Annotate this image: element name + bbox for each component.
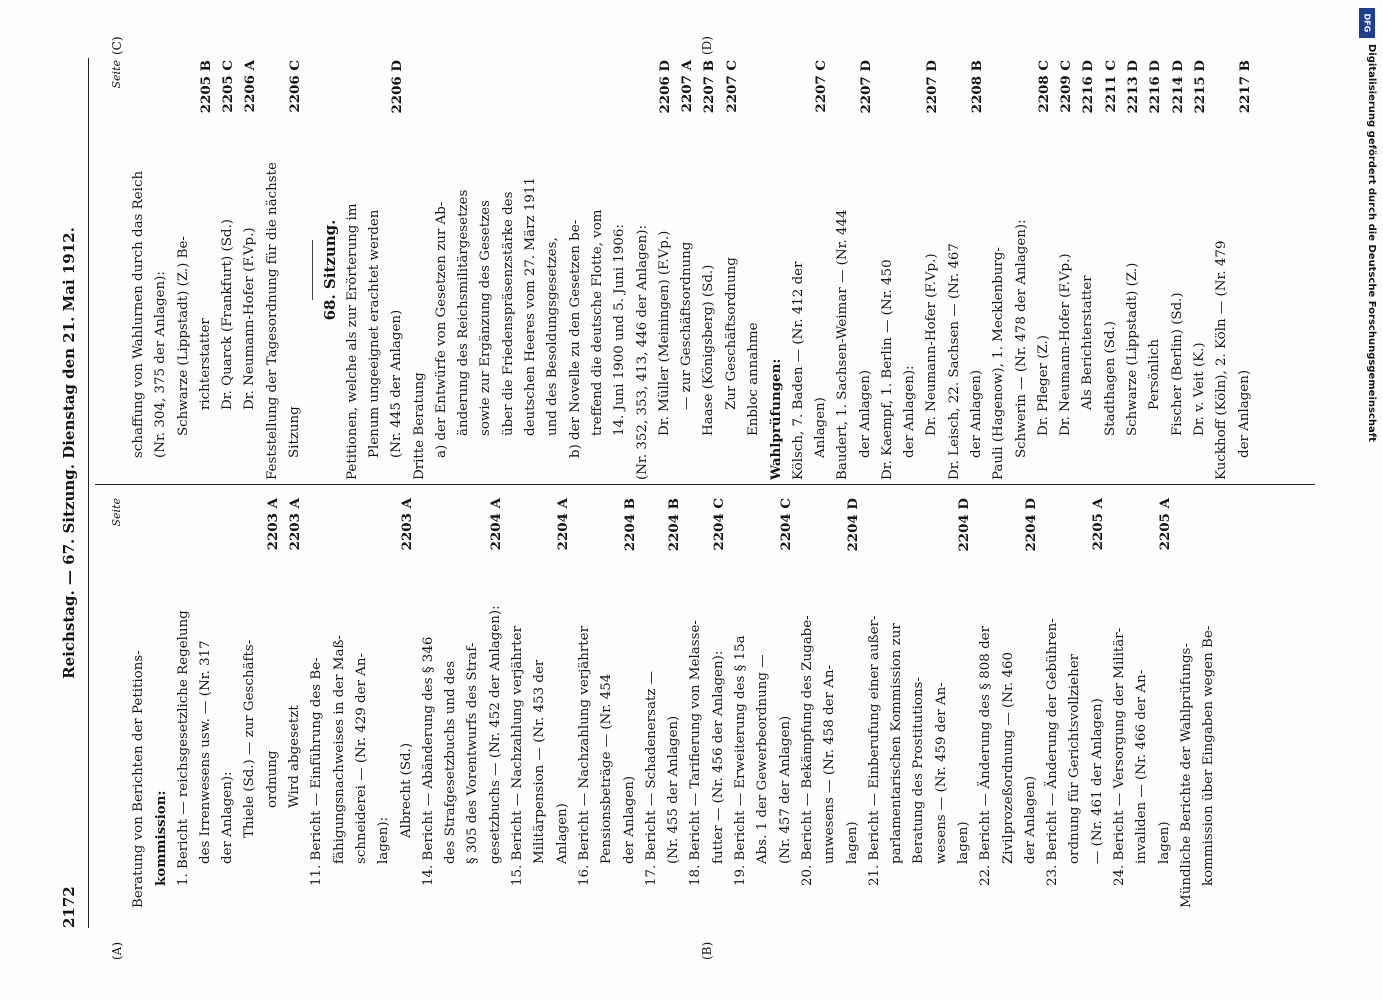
entry-text: 17. Bericht — Schadenersatz —	[643, 670, 659, 886]
entry-text: lagen)	[1156, 821, 1172, 864]
entry-text: Dritte Beratung	[411, 372, 427, 480]
index-entry	[654, 60, 676, 480]
entry-text: (Nr. 445 der Anlagen)	[389, 309, 405, 458]
page-reference: 2205 B	[195, 60, 217, 117]
entry-text: parlamentarischen Kommission zur	[889, 623, 905, 864]
index-entry	[775, 498, 797, 908]
index-entry	[1020, 498, 1042, 908]
entry-text: Als Berichterstatter	[1080, 275, 1096, 410]
page-number: 2172	[60, 886, 78, 928]
entry-text: 16. Bericht — Nachzahlung verjährter	[576, 625, 592, 886]
entry-text: Dr. Neumann-Hofer (F.Vp.)	[924, 253, 940, 436]
index-entry	[752, 498, 774, 908]
index-entry	[284, 60, 306, 480]
index-entry	[351, 498, 373, 908]
entry-text: fähigungsnachweises in der Maß-	[331, 635, 347, 864]
entry-text: Thiele (Sd.) — zur Geschäfts-	[242, 639, 258, 838]
margin-marker-d: (D)	[700, 36, 714, 55]
entry-text: Feststellung der Tagesordnung für die nächste	[264, 162, 280, 480]
entry-text: (Nr. 304, 375 der Anlagen):	[153, 271, 169, 458]
entry-text: Schwarze (Lippstadt) (Z.) Be-	[175, 236, 191, 436]
index-entry	[565, 60, 587, 480]
index-entry	[721, 60, 743, 480]
page-reference: 2204 A	[485, 498, 507, 554]
entry-text: Dr. Müller (Meiningen) (F.Vp.)	[656, 230, 672, 436]
entry-text: Dr. Kaempf, 1. Berlin — (Nr. 450	[879, 259, 895, 480]
entry-text: (Nr. 352, 353, 413, 446 der Anlagen):	[634, 225, 650, 480]
entry-text: wesens — (Nr. 459 der An-	[933, 682, 949, 864]
index-entry	[953, 498, 975, 908]
entry-text: — (Nr. 461 der Anlagen)	[1089, 698, 1105, 864]
entry-text: 14. Bericht — Abänderung des § 346	[420, 636, 436, 886]
index-entry	[877, 60, 899, 480]
seite-label-left: Seite	[110, 498, 123, 527]
page-reference: 2208 B	[966, 60, 988, 117]
entry-text: Dr. v. Veit (K.)	[1191, 342, 1207, 436]
entry-text: 20. Bericht — Bekämpfung des Zugabe-	[799, 615, 815, 886]
entry-text: schneiderei — (Nr. 429 der An-	[353, 652, 369, 864]
index-entry	[173, 498, 195, 908]
index-entry	[329, 498, 351, 908]
index-entry	[975, 498, 997, 908]
index-entry	[520, 60, 542, 480]
entry-text: 15. Bericht — Nachzahlung verjährter	[510, 625, 526, 886]
entry-text: Sitzung	[287, 406, 303, 458]
header-rule	[88, 58, 89, 928]
entry-text: — zur Geschäftsordnung	[679, 241, 695, 410]
entry-text: Enbloc annahme	[746, 322, 762, 436]
entry-text: 18. Bericht — Tarifierung von Melasse-	[688, 620, 704, 886]
entry-text: Wahlprüfungen:	[768, 358, 785, 480]
index-entry	[195, 498, 217, 908]
page-reference: 2217 B	[1234, 60, 1256, 117]
index-entry	[128, 498, 150, 908]
index-entry	[1131, 498, 1153, 908]
index-entry	[453, 60, 475, 480]
entry-text: sowie zur Ergänzung des Gesetzes	[478, 200, 494, 436]
index-entry	[819, 498, 841, 908]
entry-text: (Nr. 455 der Anlagen)	[666, 715, 682, 864]
entry-text: Zivilprozeßordnung — (Nr. 460	[1000, 652, 1016, 864]
entry-text: invaliden — (Nr. 466 der An-	[1134, 669, 1150, 864]
index-entry	[998, 498, 1020, 908]
page-header	[60, 58, 88, 928]
index-entry	[641, 498, 663, 908]
entry-text: Dr. Pfleger (Z.)	[1035, 335, 1051, 436]
column-separator	[95, 484, 1315, 485]
right-column	[106, 60, 1306, 480]
entry-text: Anlagen)	[812, 397, 828, 458]
dfg-logo	[1359, 8, 1375, 38]
index-entry	[765, 60, 787, 480]
entry-text: der Anlagen)	[1236, 369, 1252, 458]
index-entry	[921, 60, 943, 480]
entry-text: Fischer (Berlin) (Sd.)	[1169, 292, 1185, 436]
entry-text: gesetzbuchs — (Nr. 452 der Anlagen):	[487, 605, 503, 864]
entry-text: futter — (Nr. 456 der Anlagen):	[710, 650, 726, 864]
index-entry	[1144, 60, 1166, 480]
index-entry	[842, 498, 864, 908]
page-reference: 2205 C	[217, 60, 239, 117]
index-entry	[609, 60, 631, 480]
entry-text: Mündliche Berichte der Wahlprüfungs-	[1178, 643, 1194, 908]
index-entry	[364, 60, 386, 480]
index-entry	[944, 60, 966, 480]
index-entry	[1109, 498, 1131, 908]
page-reference: 2204 B	[619, 498, 641, 555]
index-entry	[1176, 498, 1198, 908]
index-entry	[743, 60, 765, 480]
margin-marker-b: (B)	[700, 941, 714, 960]
index-entry	[619, 498, 641, 908]
index-entry	[498, 60, 520, 480]
index-entry	[685, 498, 707, 908]
page-reference: 2203 A	[284, 498, 306, 554]
index-entry	[1189, 60, 1211, 480]
entry-text: des Strafgesetzbuchs und des	[443, 660, 459, 864]
margin-marker-a: (A)	[110, 941, 124, 960]
index-entry	[319, 60, 341, 480]
page-reference: 2205 A	[1154, 498, 1176, 554]
entry-text: richterstatter	[197, 318, 213, 410]
index-entry	[418, 498, 440, 908]
entry-text: änderung des Reichsmilitärgesetzes	[456, 189, 472, 436]
page-reference: 2206 A	[239, 60, 261, 116]
index-entry	[1167, 60, 1189, 480]
index-entry	[632, 60, 654, 480]
left-entries	[128, 498, 1221, 908]
digitization-banner	[1355, 8, 1381, 508]
entry-text: 24. Bericht — Versorgung der Militär-	[1112, 627, 1128, 886]
dfg-logo-text: DFG	[1362, 13, 1372, 33]
page-reference: 2205 A	[1087, 498, 1109, 554]
entry-text: lagen)	[955, 821, 971, 864]
entry-text: Militärpension — (Nr. 453 der	[532, 659, 548, 864]
index-entry	[386, 60, 408, 480]
entry-text: und des Besoldungsgesetzes,	[545, 237, 561, 436]
entry-text: des Irrenwesens usw. — (Nr. 317	[197, 640, 213, 864]
index-entry	[1211, 60, 1233, 480]
entry-text: Dr. Neumann-Hofer (F.Vp.)	[1058, 253, 1074, 436]
index-entry	[431, 60, 453, 480]
index-entry	[1234, 60, 1256, 480]
index-entry	[899, 60, 921, 480]
index-entry	[1154, 498, 1176, 908]
entry-text: Petitionen, welche als zur Erörterung im	[344, 203, 360, 480]
index-entry	[587, 60, 609, 480]
entry-text: b) der Novelle zu den Gesetzen be-	[567, 219, 583, 458]
index-entry	[195, 60, 217, 480]
index-entry	[284, 498, 306, 908]
index-entry	[542, 60, 564, 480]
entry-text: Schwerin — (Nr. 478 der Anlagen):	[1013, 219, 1029, 458]
entry-text: der Anlagen):	[220, 771, 236, 864]
index-entry	[529, 498, 551, 908]
index-entry	[676, 60, 698, 480]
entry-text: der Anlagen)	[968, 369, 984, 458]
page-reference: 2209 C	[1055, 60, 1077, 117]
entry-text: der Anlagen):	[902, 365, 918, 458]
index-entry	[1055, 60, 1077, 480]
index-entry	[342, 60, 364, 480]
page-reference: 2206 D	[386, 60, 408, 118]
entry-text: Persönlich	[1147, 339, 1163, 410]
index-entry	[1198, 498, 1220, 908]
index-entry	[886, 498, 908, 908]
page-reference: 2207 D	[855, 60, 877, 118]
page-reference: 2213 D	[1122, 60, 1144, 118]
index-entry	[908, 498, 930, 908]
page-reference: 2203 A	[396, 498, 418, 554]
index-entry	[864, 498, 886, 908]
index-entry	[128, 60, 150, 480]
entry-text: Stadthagen (Sd.)	[1102, 321, 1118, 436]
page-reference: 2204 D	[1020, 498, 1042, 556]
index-entry	[663, 498, 685, 908]
index-entry	[988, 60, 1010, 480]
entry-text: Dr. Quarck (Frankfurt) (Sd.)	[220, 219, 236, 410]
index-entry	[150, 498, 172, 908]
index-entry	[832, 60, 854, 480]
page-reference: 2207 C	[810, 60, 832, 117]
index-entry	[150, 60, 172, 480]
seite-label-right: Seite	[110, 60, 123, 89]
index-entry	[373, 498, 395, 908]
index-entry	[797, 498, 819, 908]
index-entry	[1122, 60, 1144, 480]
page-reference: 2204 C	[775, 498, 797, 555]
index-entry	[574, 498, 596, 908]
entry-text: 22. Bericht — Änderung des § 808 der	[978, 626, 994, 886]
index-entry	[788, 60, 810, 480]
page-reference: 2207 C	[721, 60, 743, 117]
entry-text: treffend die deutsche Flotte, vom	[589, 209, 605, 436]
page-reference: 2203 A	[262, 498, 284, 554]
entry-text: über die Friedenspräsenzstärke des	[500, 191, 516, 436]
entry-text: a) der Entwürfe von Gesetzen zur Ab-	[433, 201, 449, 458]
index-entry	[966, 60, 988, 480]
page-reference: 2204 D	[953, 498, 975, 556]
index-entry	[239, 60, 261, 480]
index-entry	[1011, 60, 1033, 480]
entry-text: Dr. Leisch, 22. Sachsen — (Nr. 467	[946, 243, 962, 480]
digitization-note: Digitalisierung gefördert durch die Deutsche Forschungsgemeinschaft	[1366, 44, 1377, 442]
index-entry	[462, 498, 484, 908]
entry-text: Dr. Neumann-Hofer (F.Vp.)	[242, 227, 258, 410]
index-entry	[507, 498, 529, 908]
index-entry	[409, 60, 431, 480]
index-entry	[485, 498, 507, 908]
index-entry	[552, 498, 574, 908]
entry-text: 1. Bericht — reichsgesetzliche Regelung	[175, 610, 191, 886]
index-entry	[810, 60, 832, 480]
entry-text: Anlagen)	[554, 803, 570, 864]
entry-text: 68. Sitzung.	[321, 219, 340, 321]
index-entry	[396, 498, 418, 908]
entry-text: kommission:	[153, 790, 170, 886]
entry-text: schaffung von Wahlurnen durch das Reich	[131, 170, 146, 458]
entry-text: 11. Bericht — Einführung des Be-	[309, 657, 325, 886]
entry-text: Zur Geschäftsordnung	[723, 257, 739, 410]
entry-text: 23. Bericht — Änderung der Gebühren-	[1045, 618, 1061, 886]
index-entry	[931, 498, 953, 908]
page-reference: 2204 B	[663, 498, 685, 555]
entry-text: Pauli (Hagenow), 1. Mecklenburg-	[991, 247, 1007, 480]
entry-text: Schwarze (Lippstadt) (Z.)	[1125, 262, 1141, 436]
entry-text: Plenum ungeeignet erachtet werden	[366, 209, 382, 458]
entry-text: Abs. 1 der Gewerbeordnung —	[755, 654, 771, 864]
entry-text: Beratung von Berichten der Petitions-	[131, 650, 146, 908]
index-entry	[708, 498, 730, 908]
entry-text: (Nr. 457 der Anlagen)	[777, 715, 793, 864]
margin-marker-c: (C)	[110, 36, 124, 55]
entry-text: 21. Bericht — Einberufung einer außer-	[866, 615, 882, 886]
index-entry	[1064, 498, 1086, 908]
index-entry	[698, 60, 720, 480]
index-entry	[262, 60, 284, 480]
entry-text: Beratung des Prostitutions-	[911, 677, 927, 864]
running-head: Reichstag. — 67. Sitzung. Dienstag den 21. Mai 1912.	[60, 227, 78, 679]
right-entries	[128, 60, 1256, 480]
index-entry	[1033, 60, 1055, 480]
entry-text: ordnung für Gerichtsvollzieher	[1067, 653, 1083, 864]
index-entry	[730, 498, 752, 908]
page-reference: 2207 A	[676, 60, 698, 116]
page-reference: 2206 D	[654, 60, 676, 118]
entry-text: Baudert, 1. Sachsen-Weimar — (Nr. 444	[835, 209, 851, 480]
index-entry	[1100, 60, 1122, 480]
entry-text: unwesens — (Nr. 458 der An-	[822, 664, 838, 864]
page-reference: 2207 D	[921, 60, 943, 118]
page-reference: 2211 C	[1100, 60, 1122, 117]
index-entry	[1087, 498, 1109, 908]
entry-text: Wird abgesetzt	[287, 705, 303, 808]
index-entry	[239, 498, 261, 908]
entry-text: lagen):	[376, 816, 392, 864]
entry-text: Pensionsbeträge — (Nr. 454	[599, 673, 615, 864]
entry-text: Haase (Königsberg) (Sd.)	[701, 264, 717, 436]
page-reference: 2204 A	[552, 498, 574, 554]
index-entry	[596, 498, 618, 908]
entry-text: § 305 des Vorentwurfs des Straf-	[465, 642, 481, 864]
entry-text: 14. Juni 1900 und 5. Juni 1906:	[612, 224, 628, 436]
entry-text: ordnung	[264, 750, 280, 808]
page-reference: 2216 D	[1144, 60, 1166, 118]
entry-text: kommission über Eingaben wegen Be-	[1201, 625, 1217, 886]
index-entry	[306, 498, 328, 908]
entry-text: Kuckhoff (Köln), 2. Köln — (Nr. 479	[1214, 240, 1230, 480]
page-reference: 2215 D	[1189, 60, 1211, 118]
index-entry	[217, 60, 239, 480]
entry-text: der Anlagen)	[1022, 775, 1038, 864]
index-entry	[1042, 498, 1064, 908]
entry-text: der Anlagen)	[857, 369, 873, 458]
index-entry	[262, 498, 284, 908]
page-reference: 2216 D	[1077, 60, 1099, 118]
index-entry	[475, 60, 497, 480]
index-entry	[217, 498, 239, 908]
page-reference: 2214 D	[1167, 60, 1189, 118]
left-column	[106, 498, 1306, 908]
page-reference: 2204 C	[708, 498, 730, 555]
entry-text: 19. Bericht — Erweiterung des § 15a	[733, 635, 749, 886]
index-entry	[1077, 60, 1099, 480]
page-reference: 2206 C	[284, 60, 306, 117]
index-entry	[173, 60, 195, 480]
entry-text: Albrecht (Sd.)	[398, 742, 414, 838]
entry-text: lagen)	[844, 821, 860, 864]
entry-text: Kölsch, 7. Baden — (Nr. 412 der	[790, 261, 806, 480]
page-reference: 2208 C	[1033, 60, 1055, 117]
page-reference: 2204 D	[842, 498, 864, 556]
section-divider	[312, 240, 313, 300]
entry-text: deutschen Heeres vom 27. März 1911	[523, 177, 539, 436]
page-reference: 2207 B	[698, 60, 720, 117]
index-entry	[440, 498, 462, 908]
index-entry	[855, 60, 877, 480]
entry-text: der Anlagen)	[621, 775, 637, 864]
